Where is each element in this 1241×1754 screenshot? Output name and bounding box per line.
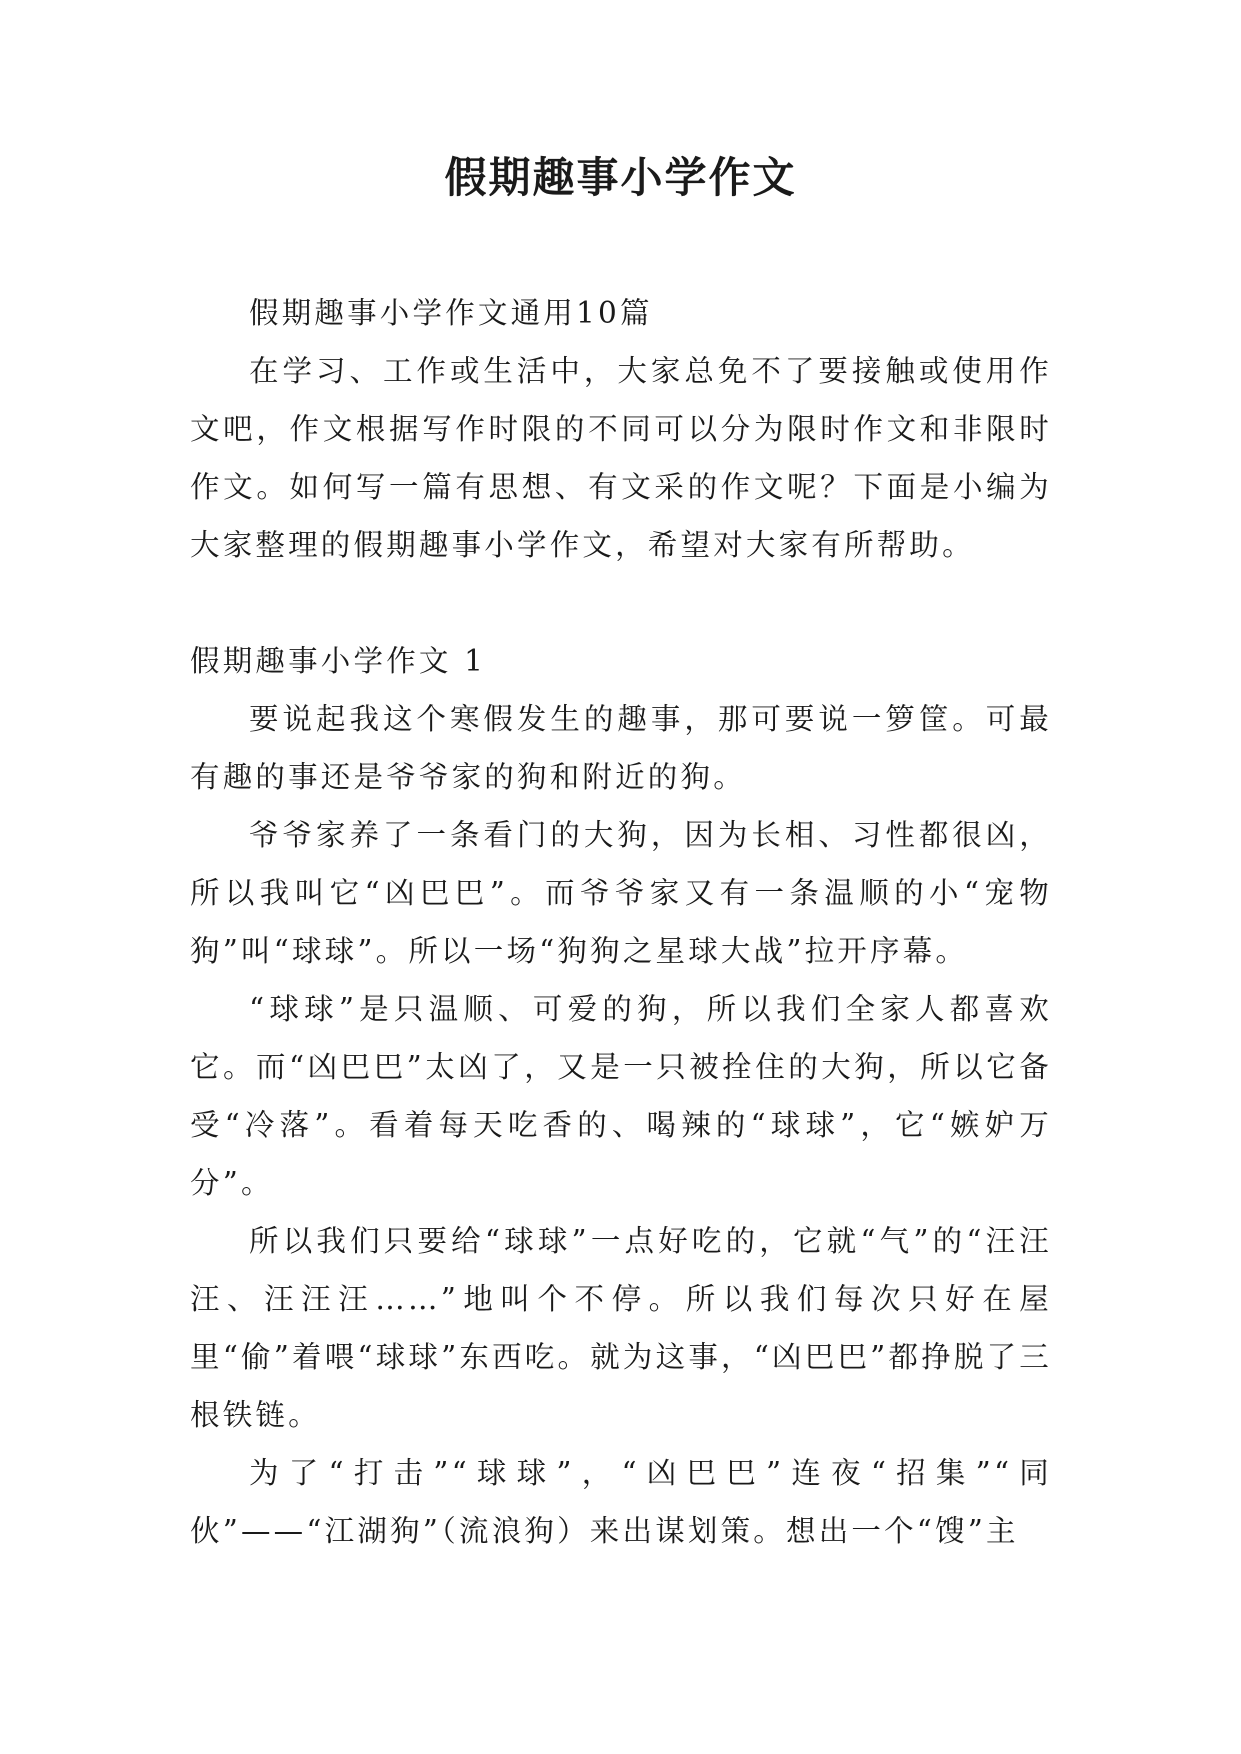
body-paragraph: 所以我们只要给“球球”一点好吃的，它就“气”的“汪汪汪、汪汪汪……”地叫个不停。所以我们每次只好在屋里“偷”着喂“球球”东西吃。就为这事，“凶巴巴”都挣脱了三根铁链。 [190, 1224, 1052, 1432]
body-paragraph: 爷爷家养了一条看门的大狗，因为长相、习性都很凶，所以我叫它“凶巴巴”。而爷爷家又有一条温顺的小“宠物狗”叫“球球”。所以一场“狗狗之星球大战”拉开序幕。 [190, 818, 1052, 968]
body-paragraph: 为了“打击”“球球”，“凶巴巴”连夜“招集”“同伙”——“江湖狗”（流浪狗）来出谋划策。想出一个“馊”主 [190, 1456, 1052, 1548]
body-paragraph: “球球”是只温顺、可爱的狗，所以我们全家人都喜欢它。而“凶巴巴”太凶了，又是一只被拴住的大狗，所以它备受“冷落”。看着每天吃香的、喝辣的“球球”，它“嫉妒万分”。 [190, 992, 1052, 1200]
document-body [190, 284, 1052, 1560]
document-title: 假期趣事小学作文 [444, 153, 797, 202]
intro-paragraph: 在学习、工作或生活中，大家总免不了要接触或使用作文吧，作文根据写作时限的不同可以分为限时作文和非限时作文。如何写一篇有思想、有文采的作文呢？下面是小编为大家整理的假期趣事小学作文，希望对大家有所帮助。 [190, 354, 1052, 562]
body-paragraph: 要说起我这个寒假发生的趣事，那可要说一箩筐。可最有趣的事还是爷爷家的狗和附近的狗。 [190, 702, 1052, 794]
section-heading: 假期趣事小学作文 1 [190, 644, 487, 678]
document-subtitle: 假期趣事小学作文通用10篇 [249, 296, 653, 330]
